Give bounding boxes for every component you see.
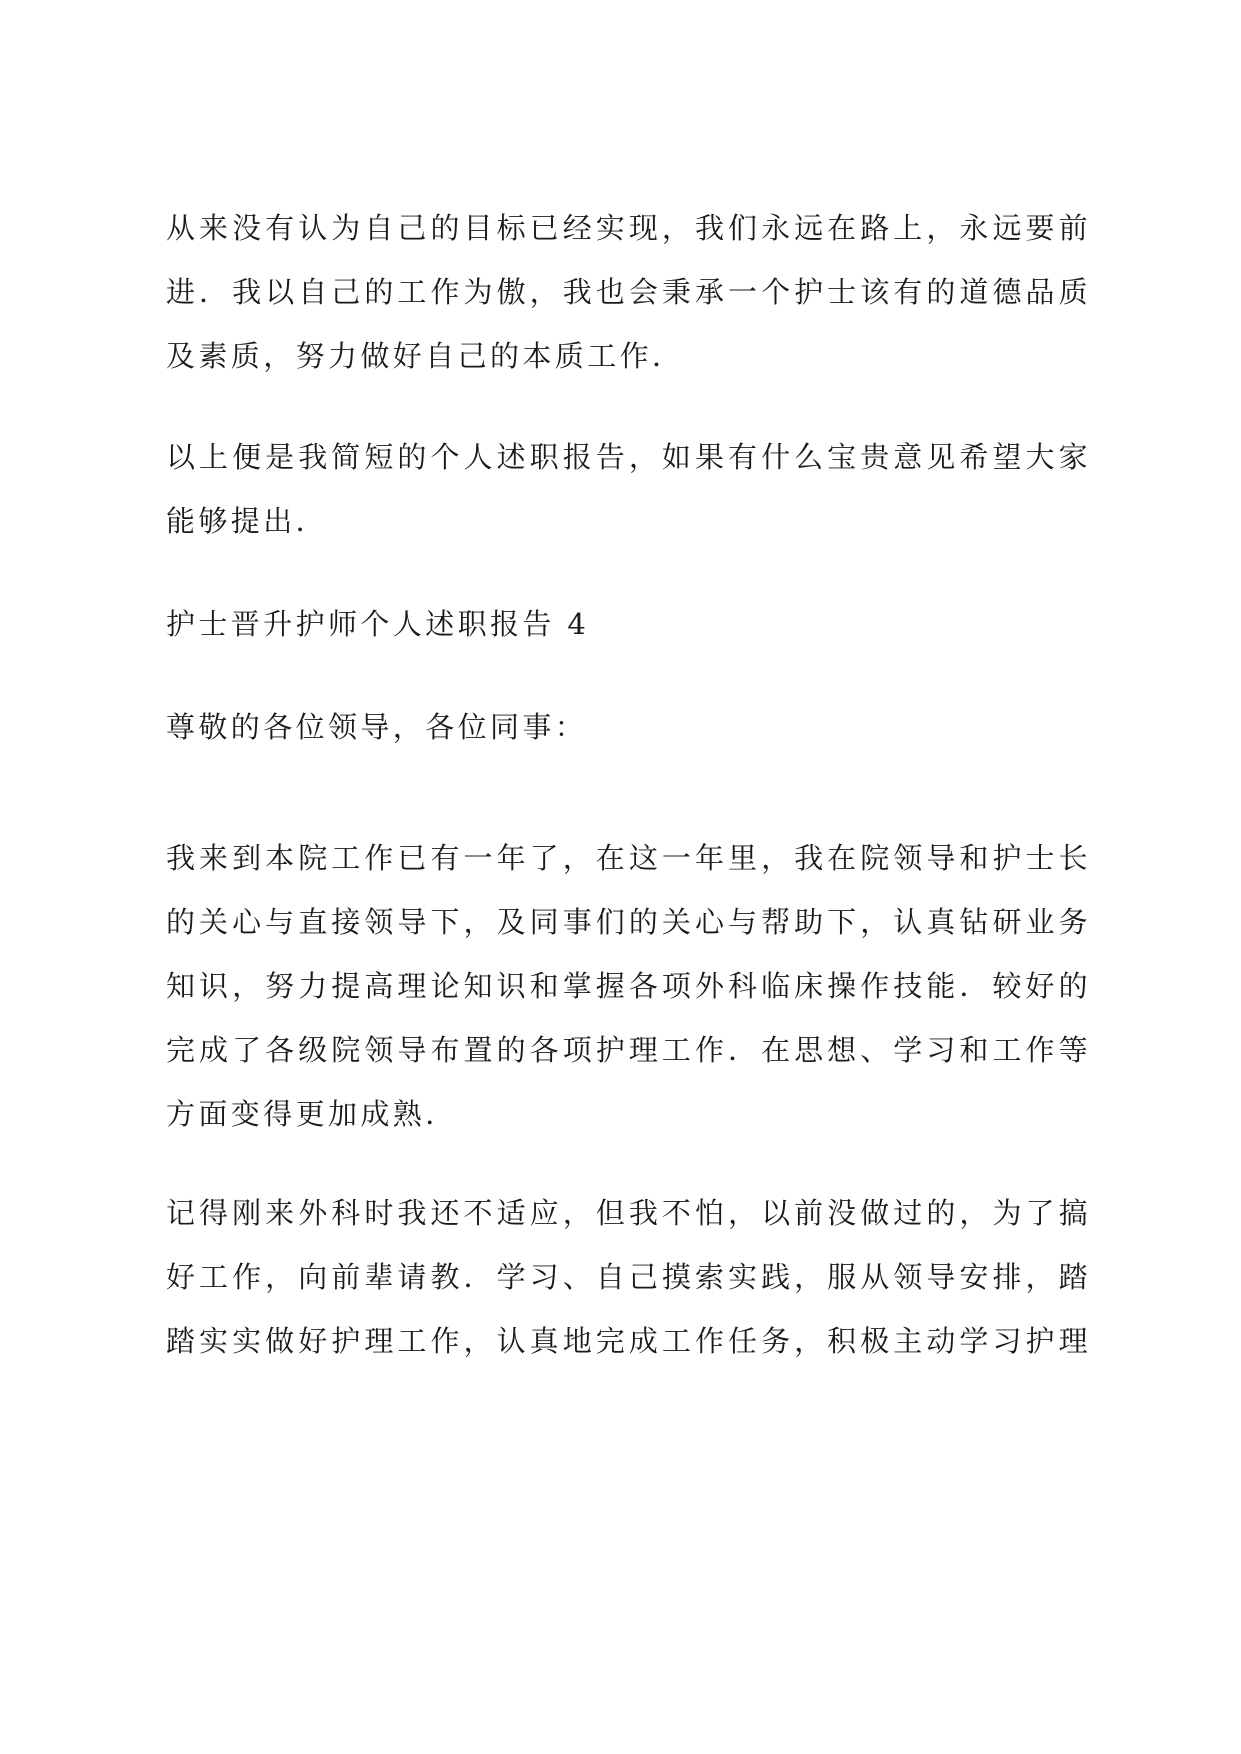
paragraph-closing xyxy=(166,425,1091,553)
text-line: 能够提出． xyxy=(166,504,329,538)
paragraph-first-year xyxy=(166,826,1091,1146)
text-line: 完成了各级院领导布置的各项护理工作．在思想、学习和工作等 xyxy=(166,1033,1091,1067)
text-line: 以上便是我简短的个人述职报告，如果有什么宝贵意见希望大家 xyxy=(166,440,1091,474)
section-heading xyxy=(166,592,1091,656)
text-line: 尊敬的各位领导，各位同事： xyxy=(166,710,588,744)
text-line: 方面变得更加成熟． xyxy=(166,1097,458,1131)
paragraph-commitment xyxy=(166,196,1091,388)
text-line: 进．我以自己的工作为傲，我也会秉承一个护士该有的道德品质 xyxy=(166,275,1091,309)
text-line: 及素质，努力做好自己的本质工作． xyxy=(166,339,685,373)
text-line: 我来到本院工作已有一年了，在这一年里，我在院领导和护士长 xyxy=(166,841,1091,875)
text-line: 踏实实做好护理工作，认真地完成工作任务，积极主动学习护理 xyxy=(166,1324,1091,1358)
text-line: 护士晋升护师个人述职报告 4 xyxy=(166,607,590,641)
text-line: 知识，努力提高理论知识和掌握各项外科临床操作技能．较好的 xyxy=(166,969,1091,1003)
paragraph-salutation xyxy=(166,695,1091,759)
text-line: 记得刚来外科时我还不适应，但我不怕，以前没做过的，为了搞 xyxy=(166,1196,1091,1230)
paragraph-surgery-dept xyxy=(166,1181,1091,1373)
text-line: 的关心与直接领导下，及同事们的关心与帮助下，认真钻研业务 xyxy=(166,905,1091,939)
text-line: 好工作，向前辈请教．学习、自己摸索实践，服从领导安排，踏 xyxy=(166,1260,1091,1294)
text-line: 从来没有认为自己的目标已经实现，我们永远在路上，永远要前 xyxy=(166,211,1091,245)
